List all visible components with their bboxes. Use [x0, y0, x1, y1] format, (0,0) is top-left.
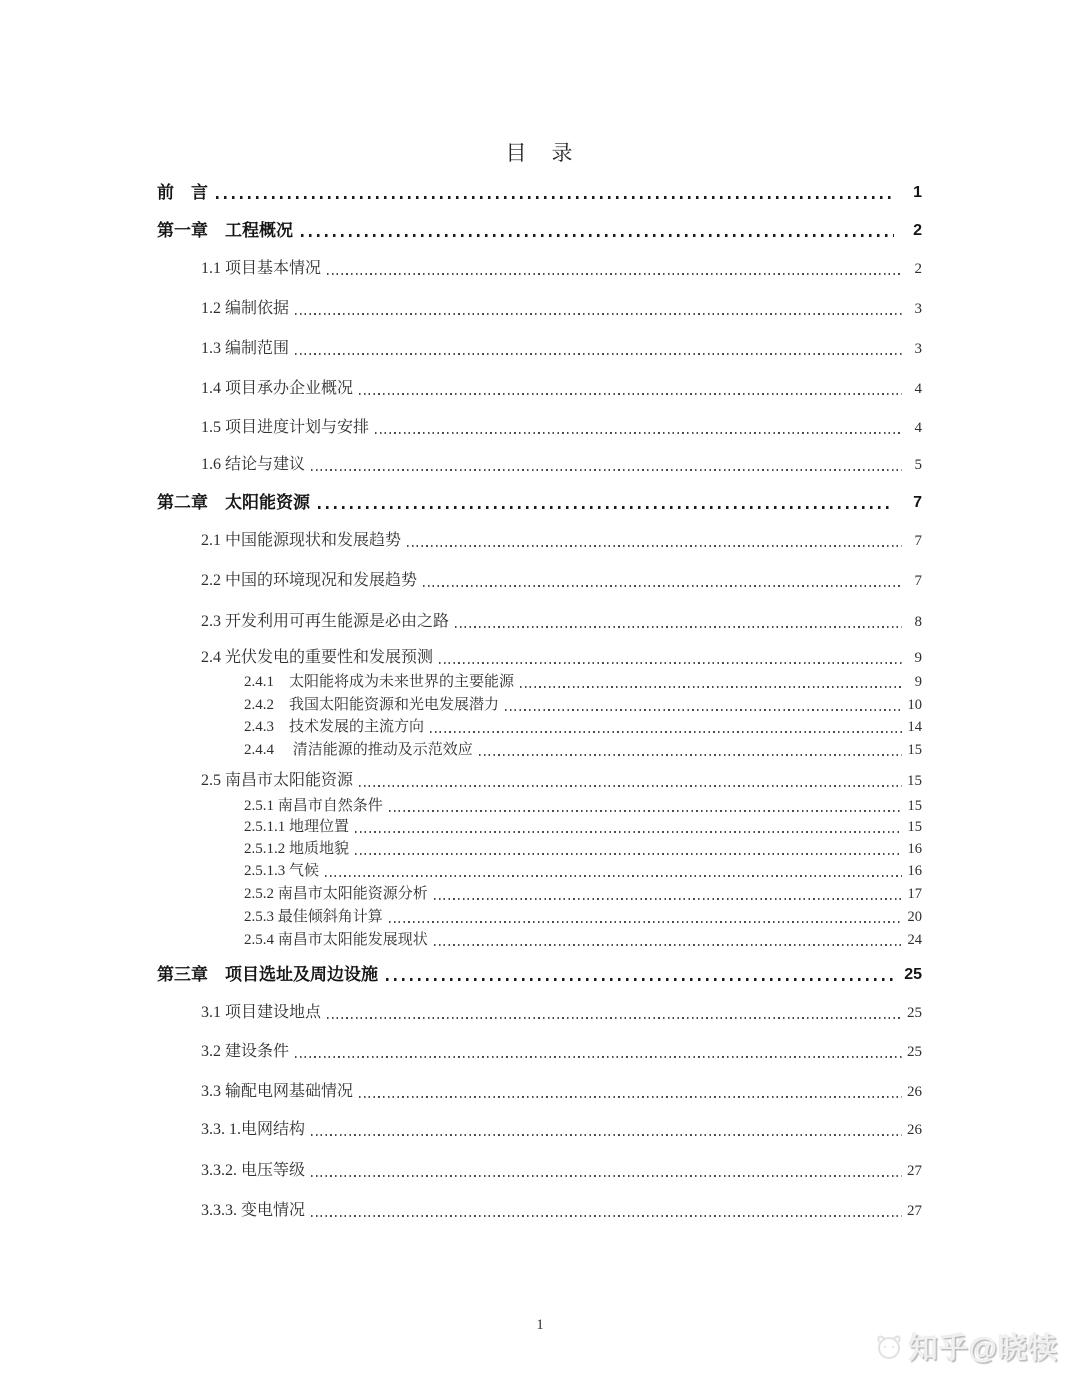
toc-entry-page: 2: [914, 261, 922, 277]
toc-entry-label: 1.4 项目承办企业概况: [201, 380, 354, 397]
toc-entry-page: 26: [907, 1122, 922, 1138]
toc-entry: [157, 183, 922, 203]
dot-leader: [311, 1134, 902, 1136]
dot-leader: [430, 731, 902, 733]
dot-leader: [434, 898, 902, 900]
toc-entry-page: 5: [914, 457, 922, 473]
toc-entry-label: 2.5.1.1 地理位置: [244, 819, 350, 835]
toc-entry-label: 1.5 项目进度计划与安排: [201, 419, 370, 436]
toc-entry-page: 27: [907, 1203, 922, 1219]
toc-entry: [244, 839, 922, 859]
dot-leader: [216, 196, 894, 199]
toc-entry-label: 2.5 南昌市太阳能资源: [201, 772, 354, 789]
toc-entry-page: 17: [907, 886, 922, 902]
dot-leader: [439, 662, 902, 664]
toc-entry-page: 4: [914, 420, 922, 436]
toc-entry-label: 2.4.2 我国太阳能资源和光电发展潜力: [244, 697, 500, 713]
toc-entry: [244, 817, 922, 837]
dot-leader: [355, 853, 902, 855]
toc-entry-page: 25: [907, 1044, 922, 1060]
toc-entry: [244, 740, 922, 760]
footer-page-number: 1: [536, 1317, 544, 1333]
toc-entry-label: 第二章 太阳能资源: [157, 493, 310, 512]
toc-entry-page: 8: [914, 614, 922, 630]
toc-entry: [201, 571, 922, 591]
dot-leader: [423, 585, 902, 587]
toc-entry-page: 26: [907, 1084, 922, 1100]
toc-entry: [244, 672, 922, 692]
dot-leader: [318, 506, 894, 509]
toc-entry-page: 25: [904, 966, 922, 983]
dot-leader: [407, 545, 902, 547]
dot-leader: [355, 831, 902, 833]
toc-entry: [201, 1201, 922, 1221]
toc-entry-label: 1.2 编制依据: [201, 300, 290, 317]
toc-entry-label: 2.4.4 清洁能源的推动及示范效应: [244, 742, 473, 758]
dot-leader: [520, 686, 902, 688]
toc-entry-page: 1: [913, 184, 922, 201]
toc-entry-label: 第一章 工程概况: [157, 221, 293, 240]
dot-leader: [375, 432, 902, 434]
toc-entry-page: 15: [907, 819, 922, 835]
toc-entry-page: 14: [907, 719, 922, 735]
toc-entry-label: 2.5.3 最佳倾斜角计算: [244, 909, 383, 925]
toc-entry: [201, 648, 922, 668]
dot-leader: [295, 1056, 902, 1058]
watermark-text: 知乎@晓犊: [908, 1333, 1058, 1365]
toc-entry-page: 3: [914, 341, 922, 357]
toc-entry-page: 9: [914, 674, 922, 690]
dot-leader: [327, 1017, 902, 1019]
toc-entry-page: 16: [907, 863, 922, 879]
toc-entry-page: 15: [907, 798, 922, 814]
dot-leader: [311, 469, 902, 471]
toc-entry: [244, 884, 922, 904]
zhihu-watermark: [874, 1326, 1058, 1367]
toc-entry-page: 4: [914, 381, 922, 397]
toc-entry-label: 3.3.2. 电压等级: [201, 1162, 306, 1179]
dot-leader: [311, 1175, 902, 1177]
dot-leader: [386, 978, 894, 981]
toc-entry: [201, 531, 922, 551]
toc-entry-label: 第三章 项目选址及周边设施: [157, 965, 378, 984]
toc-entry: [201, 771, 922, 791]
toc-entry: [244, 695, 922, 715]
dot-leader: [359, 393, 902, 395]
dot-leader: [505, 709, 902, 711]
dot-leader: [389, 921, 902, 923]
toc-entry-label: 3.2 建设条件: [201, 1043, 290, 1060]
toc-entry: [201, 339, 922, 359]
toc-entry-page: 25: [907, 1005, 922, 1021]
dot-leader: [295, 353, 902, 355]
toc-entry: [157, 493, 922, 513]
toc-entry-page: 7: [914, 573, 922, 589]
toc-entry: [157, 965, 922, 985]
toc-entry: [201, 1042, 922, 1062]
toc-entry-label: 3.3 输配电网基础情况: [201, 1083, 354, 1100]
toc-entry-label: 3.3.3. 变电情况: [201, 1202, 306, 1219]
toc-entry: [201, 418, 922, 438]
toc-entry: [201, 1003, 922, 1023]
toc-entry-page: 15: [907, 742, 922, 758]
dot-leader: [295, 313, 902, 315]
dot-leader: [301, 234, 894, 237]
zhihu-mascot-icon: [874, 1332, 904, 1362]
toc-entry-label: 前 言: [157, 183, 208, 202]
toc-entry-label: 3.3. 1.电网结构: [201, 1121, 306, 1138]
toc-entry-page: 2: [913, 222, 922, 239]
toc-entry-page: 20: [907, 909, 922, 925]
toc-entry: [201, 259, 922, 279]
toc-entry: [244, 930, 922, 950]
toc-entry-label: 2.4.3 技术发展的主流方向: [244, 719, 425, 735]
toc-entry: [157, 221, 922, 241]
table-of-contents: [157, 183, 922, 1221]
toc-entry: [244, 717, 922, 737]
toc-entry: [201, 1082, 922, 1102]
toc-entry-label: 2.1 中国能源现状和发展趋势: [201, 532, 402, 549]
dot-leader: [389, 810, 902, 812]
toc-entry-page: 27: [907, 1163, 922, 1179]
toc-entry-page: 7: [913, 494, 922, 511]
dot-leader: [359, 1096, 902, 1098]
page-title: 目 录: [505, 141, 575, 165]
toc-entry-page: 10: [907, 697, 922, 713]
toc-entry: [201, 299, 922, 319]
toc-entry-label: 2.5.2 南昌市太阳能资源分析: [244, 886, 428, 902]
toc-entry: [201, 1120, 922, 1140]
toc-entry: [201, 379, 922, 399]
toc-entry-page: 15: [907, 773, 922, 789]
dot-leader: [479, 754, 902, 756]
dot-leader: [325, 875, 902, 877]
dot-leader: [434, 944, 902, 946]
toc-entry-label: 2.2 中国的环境现况和发展趋势: [201, 572, 418, 589]
toc-entry-page: 16: [907, 841, 922, 857]
toc-entry-page: 3: [914, 301, 922, 317]
toc-entry-page: 9: [914, 650, 922, 666]
toc-entry: [201, 1161, 922, 1181]
dot-leader: [455, 626, 902, 628]
toc-entry-label: 2.3 开发利用可再生能源是必由之路: [201, 613, 450, 630]
toc-entry-label: 3.1 项目建设地点: [201, 1004, 322, 1021]
toc-entry: [201, 455, 922, 475]
toc-entry-page: 24: [907, 932, 922, 948]
dot-leader: [359, 785, 902, 787]
dot-leader: [311, 1215, 902, 1217]
toc-entry: [201, 612, 922, 632]
toc-entry-label: 2.5.1.2 地质地貌: [244, 841, 350, 857]
toc-entry-label: 2.4 光伏发电的重要性和发展预测: [201, 649, 434, 666]
toc-entry: [244, 907, 922, 927]
toc-entry-label: 2.4.1 太阳能将成为未来世界的主要能源: [244, 674, 515, 690]
toc-entry-label: 2.5.4 南昌市太阳能发展现状: [244, 932, 428, 948]
toc-entry-label: 2.5.1.3 气候: [244, 863, 320, 879]
toc-entry-label: 1.6 结论与建议: [201, 456, 306, 473]
dot-leader: [327, 273, 902, 275]
toc-entry-label: 2.5.1 南昌市自然条件: [244, 798, 383, 814]
toc-entry-label: 1.3 编制范围: [201, 340, 290, 357]
toc-entry: [244, 796, 922, 816]
toc-entry-page: 7: [914, 533, 922, 549]
toc-entry-label: 1.1 项目基本情况: [201, 260, 322, 277]
toc-entry: [244, 861, 922, 881]
